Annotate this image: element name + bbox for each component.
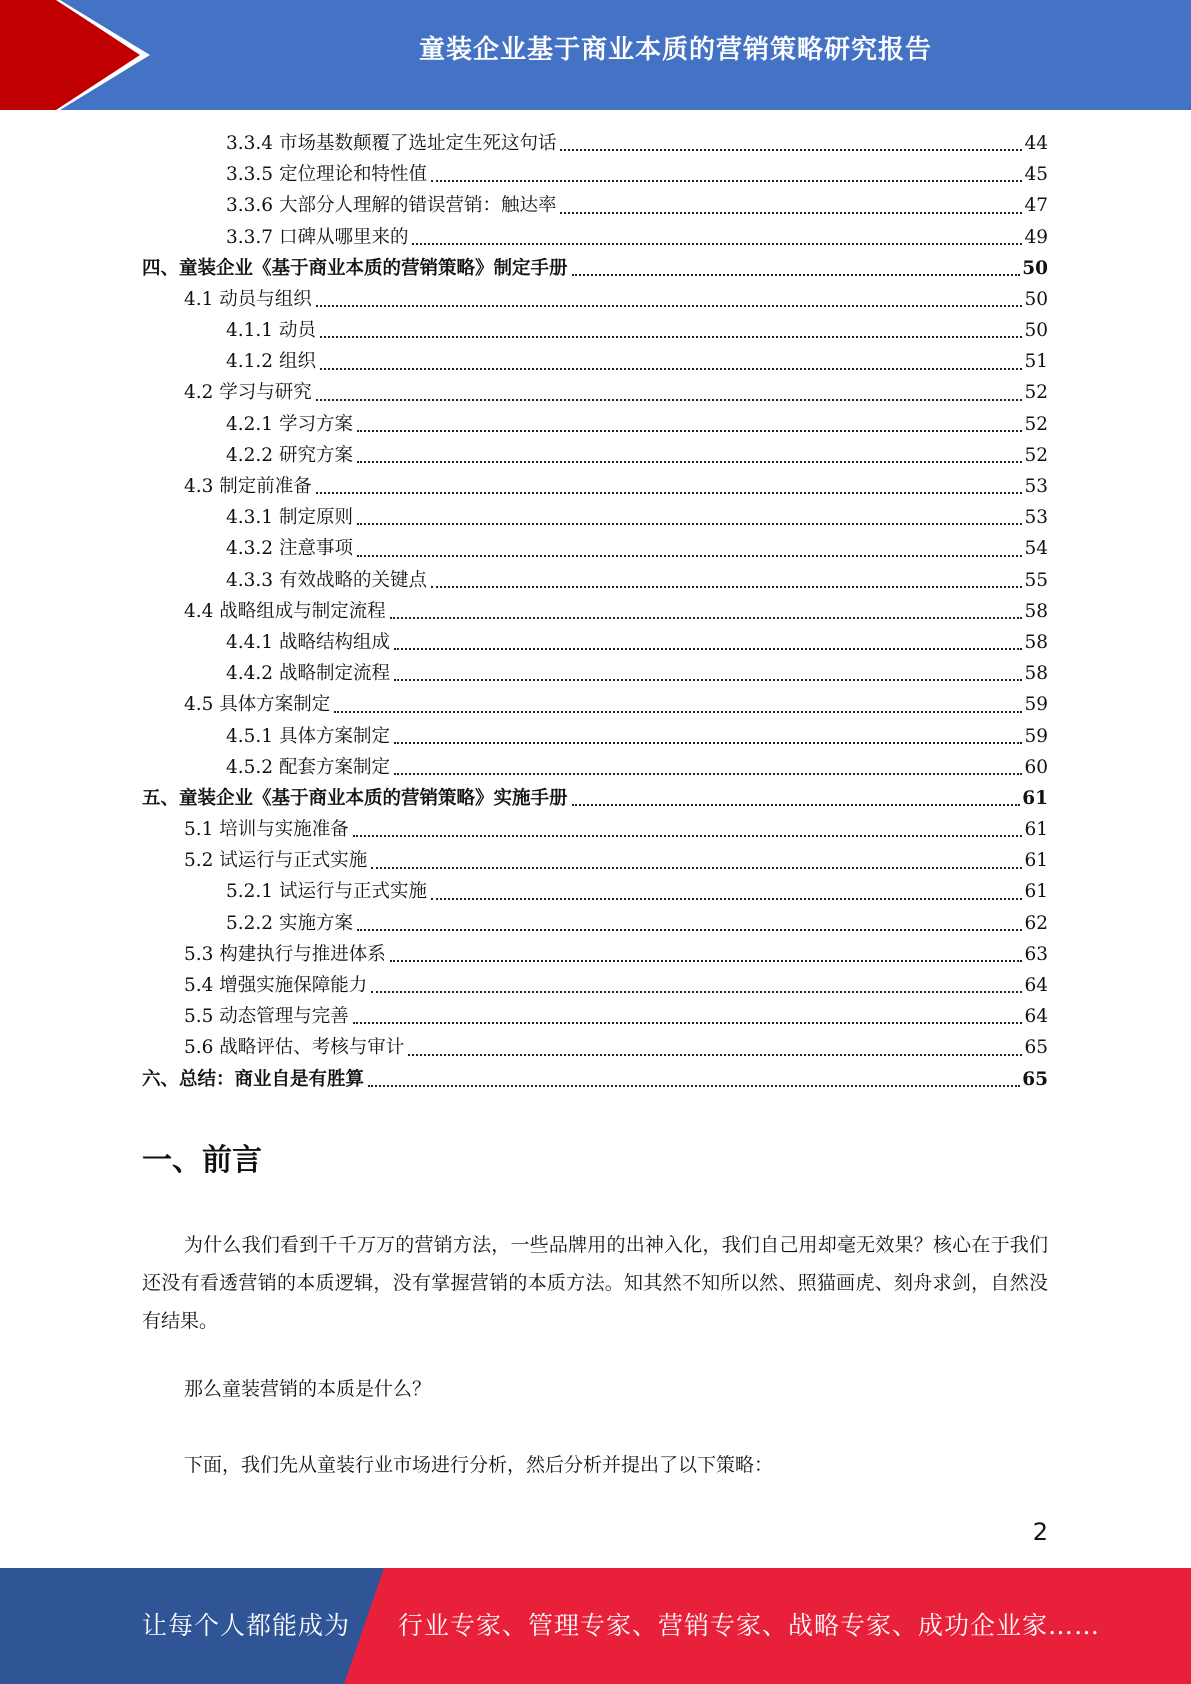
body-paragraph: 那么童装营销的本质是什么？ bbox=[184, 1378, 432, 1400]
toc-dot-leader bbox=[572, 274, 1021, 276]
toc-entry-label: 4.2 学习与研究 bbox=[184, 382, 312, 404]
toc-entry[interactable] bbox=[142, 783, 1048, 814]
toc-entry[interactable] bbox=[142, 440, 1048, 471]
toc-entry-page: 58 bbox=[1024, 600, 1048, 622]
toc-entry[interactable] bbox=[142, 253, 1048, 284]
toc-dot-leader bbox=[371, 991, 1022, 993]
toc-entry[interactable] bbox=[142, 159, 1048, 190]
toc-dot-leader bbox=[431, 586, 1022, 588]
toc-entry-page: 49 bbox=[1024, 226, 1048, 248]
toc-entry-page: 59 bbox=[1024, 725, 1048, 747]
toc-entry-label: 六、总结：商业自是有胜算 bbox=[142, 1068, 365, 1090]
toc-entry[interactable] bbox=[142, 721, 1048, 752]
toc-entry[interactable] bbox=[142, 845, 1048, 876]
toc-entry-label: 5.2.1 试运行与正式实施 bbox=[226, 881, 427, 903]
toc-entry-page: 52 bbox=[1024, 382, 1048, 404]
toc-dot-leader bbox=[560, 149, 1022, 151]
toc-entry[interactable] bbox=[142, 939, 1048, 970]
toc-entry-label: 3.3.5 定位理论和特性值 bbox=[226, 164, 427, 186]
toc-entry-label: 4.4.2 战略制定流程 bbox=[226, 663, 390, 685]
toc-entry-page: 45 bbox=[1024, 164, 1048, 186]
section-heading: 一、前言 bbox=[142, 1143, 262, 1178]
toc-entry[interactable] bbox=[142, 409, 1048, 440]
toc-entry-page: 53 bbox=[1024, 507, 1048, 529]
toc-dot-leader bbox=[560, 212, 1022, 214]
toc-entry[interactable] bbox=[142, 284, 1048, 315]
toc-entry-label: 3.3.6 大部分人理解的错误营销：触达率 bbox=[226, 195, 557, 217]
toc-entry-label: 5.2 试运行与正式实施 bbox=[184, 850, 368, 872]
toc-entry-label: 5.6 战略评估、考核与审计 bbox=[184, 1037, 405, 1059]
footer-slogan-right: 行业专家、管理专家、营销专家、战略专家、成功企业家…… bbox=[398, 1611, 1101, 1640]
toc-dot-leader bbox=[431, 898, 1022, 900]
toc-entry-label: 五、童装企业《基于商业本质的营销策略》实施手册 bbox=[142, 787, 568, 809]
toc-dot-leader bbox=[431, 180, 1022, 182]
toc-entry-label: 四、童装企业《基于商业本质的营销策略》制定手册 bbox=[142, 257, 568, 279]
toc-entry-page: 61 bbox=[1024, 850, 1048, 872]
toc-dot-leader bbox=[394, 773, 1022, 775]
toc-dot-leader bbox=[353, 835, 1023, 837]
toc-entry[interactable] bbox=[142, 1032, 1048, 1063]
toc-entry-label: 4.5 具体方案制定 bbox=[184, 694, 331, 716]
toc-entry-page: 58 bbox=[1024, 663, 1048, 685]
toc-entry-label: 5.2.2 实施方案 bbox=[226, 912, 353, 934]
toc-dot-leader bbox=[316, 492, 1023, 494]
toc-entry-page: 58 bbox=[1024, 631, 1048, 653]
toc-entry-page: 44 bbox=[1024, 132, 1048, 154]
toc-dot-leader bbox=[334, 711, 1022, 713]
toc-entry-page: 64 bbox=[1024, 1006, 1048, 1028]
header-title: 童装企业基于商业本质的营销策略研究报告 bbox=[418, 35, 932, 65]
toc-entry[interactable] bbox=[142, 190, 1048, 221]
toc-entry-label: 4.3 制定前准备 bbox=[184, 476, 312, 498]
toc-entry[interactable] bbox=[142, 378, 1048, 409]
toc-dot-leader bbox=[357, 929, 1023, 931]
toc-dot-leader bbox=[572, 804, 1021, 806]
toc-entry[interactable] bbox=[142, 471, 1048, 502]
toc-entry-page: 61 bbox=[1024, 819, 1048, 841]
toc-dot-leader bbox=[320, 368, 1023, 370]
toc-entry-label: 4.5.1 具体方案制定 bbox=[226, 725, 390, 747]
table-of-contents bbox=[142, 128, 1048, 1095]
toc-dot-leader bbox=[357, 430, 1023, 432]
toc-dot-leader bbox=[390, 960, 1023, 962]
toc-dot-leader bbox=[408, 1054, 1022, 1056]
toc-entry-page: 50 bbox=[1024, 288, 1048, 310]
toc-entry-page: 65 bbox=[1024, 1037, 1048, 1059]
toc-dot-leader bbox=[390, 617, 1023, 619]
toc-entry[interactable] bbox=[142, 908, 1048, 939]
toc-dot-leader bbox=[394, 742, 1022, 744]
toc-entry-page: 47 bbox=[1024, 195, 1048, 217]
toc-entry[interactable] bbox=[142, 596, 1048, 627]
toc-entry-page: 59 bbox=[1024, 694, 1048, 716]
page-number: 2 bbox=[1032, 1518, 1048, 1546]
toc-entry-label: 4.2.1 学习方案 bbox=[226, 413, 353, 435]
toc-entry[interactable] bbox=[142, 128, 1048, 159]
toc-dot-leader bbox=[353, 1022, 1023, 1024]
toc-entry-page: 65 bbox=[1022, 1068, 1048, 1090]
toc-entry[interactable] bbox=[142, 565, 1048, 596]
toc-entry-label: 4.4 战略组成与制定流程 bbox=[184, 600, 386, 622]
toc-entry-label: 4.1.2 组织 bbox=[226, 351, 316, 373]
toc-entry-page: 53 bbox=[1024, 476, 1048, 498]
toc-dot-leader bbox=[357, 461, 1023, 463]
toc-entry[interactable] bbox=[142, 814, 1048, 845]
toc-entry-label: 5.4 增强实施保障能力 bbox=[184, 975, 368, 997]
toc-entry-label: 3.3.7 口碑从哪里来的 bbox=[226, 226, 409, 248]
toc-entry-label: 4.1.1 动员 bbox=[226, 320, 316, 342]
toc-entry-page: 60 bbox=[1024, 756, 1048, 778]
toc-dot-leader bbox=[412, 243, 1022, 245]
body-paragraph: 下面，我们先从童装行业市场进行分析，然后分析并提出了以下策略： bbox=[184, 1454, 774, 1476]
toc-dot-leader bbox=[371, 867, 1022, 869]
toc-entry[interactable] bbox=[142, 502, 1048, 533]
toc-entry-label: 5.1 培训与实施准备 bbox=[184, 819, 349, 841]
toc-entry-label: 5.5 动态管理与完善 bbox=[184, 1006, 349, 1028]
toc-entry-page: 51 bbox=[1024, 351, 1048, 373]
toc-entry[interactable] bbox=[142, 970, 1048, 1001]
toc-entry[interactable] bbox=[142, 222, 1048, 253]
toc-entry-page: 64 bbox=[1024, 975, 1048, 997]
toc-dot-leader bbox=[316, 399, 1023, 401]
toc-entry-label: 4.3.3 有效战略的关键点 bbox=[226, 569, 427, 591]
toc-entry-page: 54 bbox=[1024, 538, 1048, 560]
header-arrow-icon bbox=[0, 0, 160, 110]
toc-entry-label: 4.5.2 配套方案制定 bbox=[226, 756, 390, 778]
toc-entry[interactable] bbox=[142, 346, 1048, 377]
toc-entry-page: 61 bbox=[1022, 787, 1048, 809]
toc-entry[interactable] bbox=[142, 1064, 1048, 1095]
toc-entry[interactable] bbox=[142, 689, 1048, 720]
toc-dot-leader bbox=[394, 679, 1022, 681]
toc-entry-label: 5.3 构建执行与推进体系 bbox=[184, 943, 386, 965]
toc-entry-page: 63 bbox=[1024, 943, 1048, 965]
toc-entry-page: 50 bbox=[1022, 257, 1048, 279]
toc-entry[interactable] bbox=[142, 627, 1048, 658]
page-footer bbox=[0, 1568, 1191, 1684]
toc-entry[interactable] bbox=[142, 315, 1048, 346]
toc-dot-leader bbox=[320, 336, 1023, 338]
toc-entry-label: 4.1 动员与组织 bbox=[184, 288, 312, 310]
toc-dot-leader bbox=[357, 523, 1023, 525]
body-paragraph: 为什么我们看到千千万万的营销方法，一些品牌用的出神入化，我们自己用却毫无效果？核心在于我们还没有看透营销的本质逻辑，没有掌握营销的本质方法。知其然不知所以然、照猫画虎、刻舟求剑，自然没有结果。 bbox=[142, 1234, 1048, 1332]
toc-entry-page: 62 bbox=[1024, 912, 1048, 934]
toc-entry-page: 52 bbox=[1024, 413, 1048, 435]
page-header bbox=[0, 0, 1191, 110]
toc-entry[interactable] bbox=[142, 1001, 1048, 1032]
toc-entry[interactable] bbox=[142, 752, 1048, 783]
footer-slogan-left: 让每个人都能成为 bbox=[142, 1611, 351, 1640]
toc-dot-leader bbox=[316, 305, 1023, 307]
toc-entry[interactable] bbox=[142, 877, 1048, 908]
toc-entry-label: 4.3.1 制定原则 bbox=[226, 507, 353, 529]
toc-dot-leader bbox=[357, 555, 1023, 557]
toc-entry-label: 3.3.4 市场基数颠覆了选址定生死这句话 bbox=[226, 132, 557, 154]
toc-dot-leader bbox=[368, 1085, 1020, 1087]
toc-entry-label: 4.4.1 战略结构组成 bbox=[226, 631, 390, 653]
toc-entry-page: 50 bbox=[1024, 320, 1048, 342]
toc-entry-label: 4.3.2 注意事项 bbox=[226, 538, 353, 560]
toc-entry[interactable] bbox=[142, 533, 1048, 564]
toc-entry-page: 55 bbox=[1024, 569, 1048, 591]
toc-dot-leader bbox=[394, 648, 1022, 650]
toc-entry[interactable] bbox=[142, 658, 1048, 689]
toc-entry-page: 61 bbox=[1024, 881, 1048, 903]
toc-entry-page: 52 bbox=[1024, 444, 1048, 466]
toc-entry-label: 4.2.2 研究方案 bbox=[226, 444, 353, 466]
